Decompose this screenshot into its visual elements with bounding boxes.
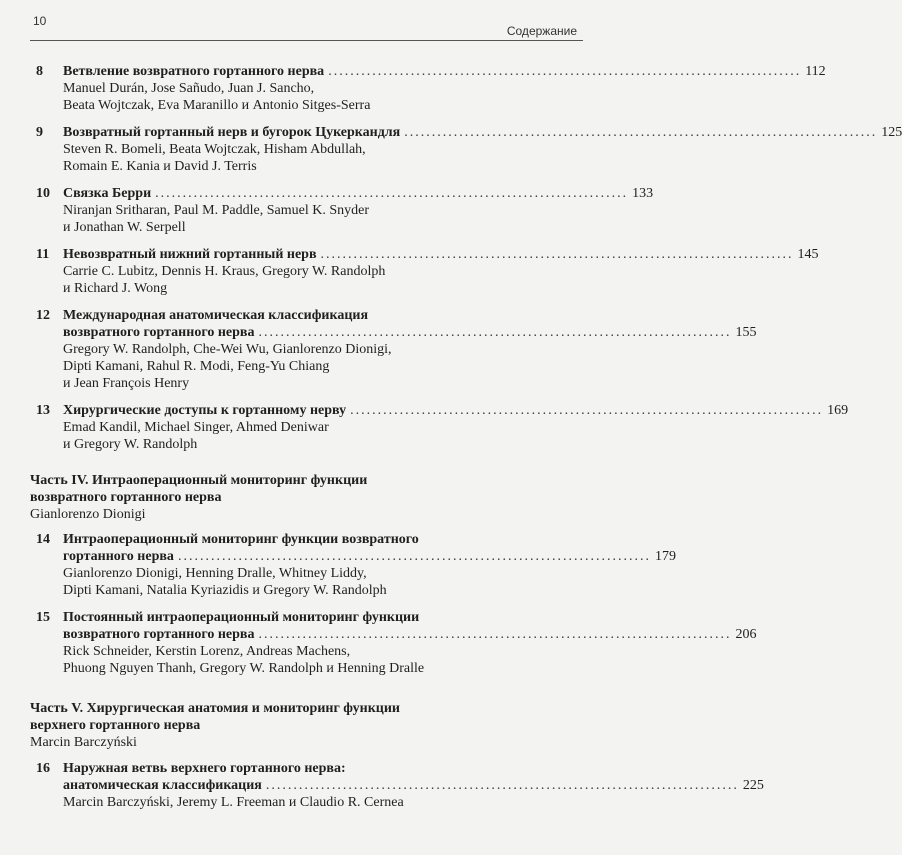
author-line: и Gregory W. Randolph bbox=[63, 437, 198, 452]
chapter-title: Постоянный интраоперационный мониторинг функции bbox=[63, 610, 420, 625]
dot-leader: ...................................................................................... bbox=[258, 325, 732, 340]
author-line: Dipti Kamani, Rahul R. Modi, Feng-Yu Chiang bbox=[63, 359, 330, 374]
author-line: и Jonathan W. Serpell bbox=[63, 220, 186, 235]
chapter-authors bbox=[63, 643, 456, 677]
chapter-authors bbox=[63, 141, 456, 175]
chapter-page: 169 bbox=[827, 403, 849, 418]
chapter-number: 8 bbox=[36, 64, 43, 79]
part-title: Часть V. Хирургическая анатомия и мониторинг функции bbox=[30, 701, 400, 716]
chapter-authors bbox=[63, 565, 456, 599]
author-line: Gregory W. Randolph, Che-Wei Wu, Gianlorenzo Dionigi, bbox=[63, 342, 392, 357]
author-line: Gianlorenzo Dionigi, Henning Dralle, Whitney Liddy, bbox=[63, 566, 367, 581]
chapter-number: 10 bbox=[36, 186, 50, 201]
toc-entry-chapter-11 bbox=[36, 246, 819, 297]
page-number: 10 bbox=[33, 14, 47, 28]
chapter-title-line bbox=[63, 246, 819, 263]
chapter-authors bbox=[63, 794, 456, 811]
chapter-page: 155 bbox=[735, 325, 757, 340]
chapter-title: Наружная ветвь верхнего гортанного нерва: bbox=[63, 761, 346, 776]
dot-leader: ...................................................................................... bbox=[177, 549, 651, 564]
chapter-title: Возвратный гортанный нерв и бугорок Цукеркандля bbox=[63, 125, 401, 140]
toc-part-5 bbox=[30, 700, 430, 751]
chapter-title: Невозвратный нижний гортанный нерв bbox=[63, 247, 317, 262]
chapter-title-line bbox=[63, 548, 676, 565]
dot-leader: ...................................................................................... bbox=[265, 778, 739, 793]
chapter-page: 112 bbox=[805, 64, 826, 79]
chapter-title: Ветвление возвратного гортанного нерва bbox=[63, 64, 325, 79]
chapter-number: 16 bbox=[36, 761, 50, 776]
chapter-title-line bbox=[63, 324, 757, 341]
author-line: Marcin Barczyński, Jeremy L. Freeman и Claudio R. Cernea bbox=[63, 795, 404, 810]
author-line: Steven R. Bomeli, Beata Wojtczak, Hisham Abdullah, bbox=[63, 142, 366, 157]
author-line: и Richard J. Wong bbox=[63, 281, 168, 296]
header-rule bbox=[30, 40, 583, 41]
chapter-number: 14 bbox=[36, 532, 50, 547]
chapter-number: 9 bbox=[36, 125, 43, 140]
toc-entry-chapter-14 bbox=[36, 531, 676, 599]
chapter-title-line bbox=[63, 626, 757, 643]
chapter-page: 225 bbox=[742, 778, 764, 793]
toc-entry-chapter-9 bbox=[36, 124, 902, 175]
author-line: Dipti Kamani, Natalia Kyriazidis и Gregory W. Randolph bbox=[63, 583, 387, 598]
toc-entry-chapter-10 bbox=[36, 185, 654, 236]
chapter-number: 12 bbox=[36, 308, 50, 323]
chapter-page: 179 bbox=[654, 549, 676, 564]
chapter-authors bbox=[63, 419, 456, 453]
chapter-page: 206 bbox=[735, 627, 757, 642]
toc-entry-chapter-8 bbox=[36, 63, 826, 114]
author-line: Emad Kandil, Michael Singer, Ahmed Deniwar bbox=[63, 420, 329, 435]
chapter-number: 13 bbox=[36, 403, 50, 418]
author-line: Rick Schneider, Kerstin Lorenz, Andreas Machens, bbox=[63, 644, 351, 659]
chapter-number: 11 bbox=[36, 247, 50, 262]
toc-part-4 bbox=[30, 472, 430, 523]
dot-leader: ...................................................................................... bbox=[350, 403, 824, 418]
section-title: Содержание bbox=[506, 24, 577, 38]
chapter-authors bbox=[63, 341, 456, 392]
toc-entry-chapter-13 bbox=[36, 402, 849, 453]
chapter-authors bbox=[63, 263, 456, 297]
dot-leader: ...................................................................................... bbox=[404, 125, 878, 140]
chapter-authors bbox=[63, 202, 456, 236]
page-header bbox=[0, 0, 583, 40]
part-editor: Gianlorenzo Dionigi bbox=[30, 507, 146, 522]
toc-entry-chapter-12 bbox=[36, 307, 757, 392]
chapter-title: возвратного гортанного нерва bbox=[63, 325, 255, 340]
chapter-title-line bbox=[63, 185, 654, 202]
author-line: Carrie C. Lubitz, Dennis H. Kraus, Gregory W. Randolph bbox=[63, 264, 386, 279]
dot-leader: ...................................................................................... bbox=[258, 627, 732, 642]
chapter-title: Интраоперационный мониторинг функции возвратного bbox=[63, 532, 419, 547]
chapter-authors bbox=[63, 80, 456, 114]
dot-leader: ...................................................................................... bbox=[320, 247, 794, 262]
chapter-title-line bbox=[63, 124, 902, 141]
chapter-page: 133 bbox=[632, 186, 654, 201]
chapter-title: гортанного нерва bbox=[63, 549, 174, 564]
chapter-title: Хирургические доступы к гортанному нерву bbox=[63, 403, 347, 418]
chapter-title: возвратного гортанного нерва bbox=[63, 627, 255, 642]
part-editor: Marcin Barczyński bbox=[30, 735, 137, 750]
author-line: Romain E. Kania и David J. Terris bbox=[63, 159, 257, 174]
chapter-page: 125 bbox=[881, 125, 902, 140]
chapter-title-line bbox=[63, 63, 826, 80]
author-line: Beata Wojtczak, Eva Maranillo и Antonio Sitges-Serra bbox=[63, 98, 371, 113]
author-line: и Jean François Henry bbox=[63, 376, 190, 391]
author-line: Phuong Nguyen Thanh, Gregory W. Randolph и Henning Dralle bbox=[63, 661, 425, 676]
chapter-title: анатомическая классификация bbox=[63, 778, 262, 793]
author-line: Manuel Durán, Jose Sañudo, Juan J. Sancho, bbox=[63, 81, 315, 96]
chapter-title: Международная анатомическая классификация bbox=[63, 308, 369, 323]
chapter-title-line bbox=[63, 777, 764, 794]
chapter-title-line bbox=[63, 402, 849, 419]
dot-leader: ...................................................................................... bbox=[155, 186, 629, 201]
chapter-number: 15 bbox=[36, 610, 50, 625]
part-title: Часть IV. Интраоперационный мониторинг функции bbox=[30, 473, 368, 488]
chapter-title: Связка Берри bbox=[63, 186, 152, 201]
author-line: Niranjan Sritharan, Paul M. Paddle, Samuel K. Snyder bbox=[63, 203, 370, 218]
part-title: возвратного гортанного нерва bbox=[30, 490, 222, 505]
toc-entry-chapter-15 bbox=[36, 609, 757, 677]
dot-leader: ...................................................................................... bbox=[328, 64, 802, 79]
toc-entry-chapter-16 bbox=[36, 760, 764, 811]
chapter-page: 145 bbox=[797, 247, 819, 262]
part-title: верхнего гортанного нерва bbox=[30, 718, 201, 733]
